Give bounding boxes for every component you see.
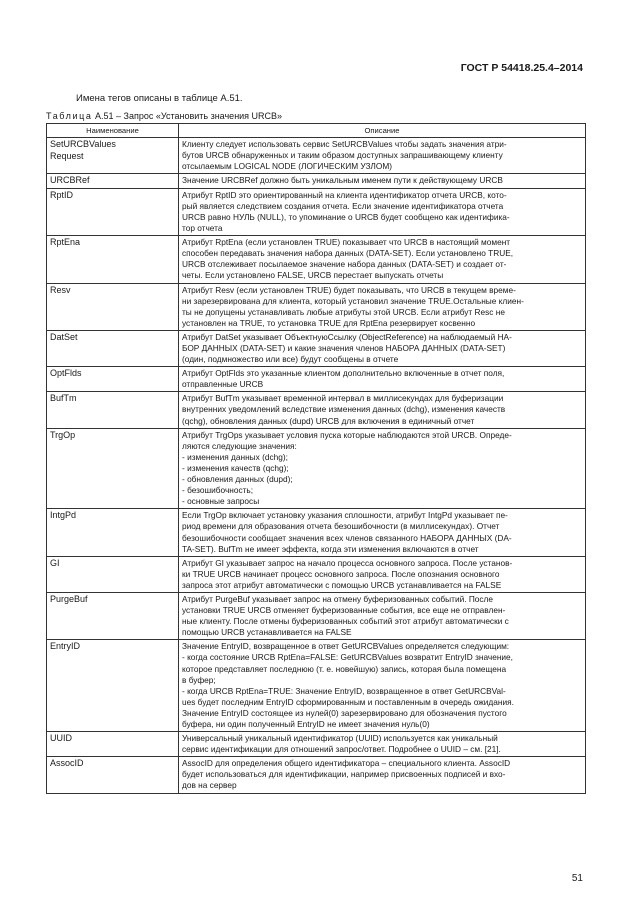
cell-description-line: Атрибут GI указывает запрос на начало процесса основного запроса. После установ- xyxy=(182,557,513,568)
cell-name-line: URCBRef xyxy=(50,175,90,186)
cell-description xyxy=(179,640,586,732)
cell-description xyxy=(179,138,586,174)
cell-description xyxy=(179,509,586,556)
table-header-row xyxy=(47,124,586,138)
cell-description-line: Атрибут Resv (если установлен TRUE) будет показывать, что URCB в текущем време- xyxy=(182,284,516,295)
cell-name xyxy=(47,330,179,366)
cell-description-line: - основные запросы xyxy=(182,496,260,507)
cell-name-line: BufTm xyxy=(50,393,77,404)
table-row xyxy=(47,392,586,428)
cell-description-line: Атрибут TrgOps указывает условия пуска которые наблюдаются этой URCB. Опреде- xyxy=(182,429,512,440)
cell-description-line: в буфер; xyxy=(182,674,216,685)
cell-description-line: - когда URCB RptEna=TRUE: Значение EntryID, возвращенное в ответ GetURCBVal- xyxy=(182,685,506,696)
table-row xyxy=(47,757,586,793)
table-row xyxy=(47,640,586,732)
cell-name-line: OptFlds xyxy=(50,368,82,379)
table-body xyxy=(47,138,586,794)
cell-description-line: Атрибут DatSet указывает ОбъектнуюСсылку (ObjectReference) на наблюдаемый НА- xyxy=(182,331,512,342)
table-row xyxy=(47,592,586,639)
cell-description-line: ные клиенту. После отмены буферизованных событий этот атрибут автоматически с xyxy=(182,616,509,627)
intro-text: Имена тегов описаны в таблице А.51. xyxy=(76,93,243,104)
cell-description-line: запроса этот атрибут автоматически с помощью URCB устанавливается на FALSE xyxy=(182,579,502,590)
cell-name xyxy=(47,367,179,392)
cell-description xyxy=(179,592,586,639)
table-row xyxy=(47,236,586,283)
cell-description xyxy=(179,236,586,283)
cell-name-line: IntgPd xyxy=(50,510,77,521)
cell-description-line: установлен на TRUE, то установка TRUE для RptEna резервирует косвенно xyxy=(182,317,476,328)
cell-description-line: помощью URCB устанавливается на FALSE xyxy=(182,627,352,638)
cell-description-line: которое представляет последнюю (т. е. новейшую) запись, которая была помещена xyxy=(182,663,507,674)
cell-name xyxy=(47,392,179,428)
cell-description-line: - изменения данных (dchg); xyxy=(182,451,288,462)
cell-description-line: риод времени для образования отчета безошибочности (в миллисекундах). Отчет xyxy=(182,521,500,532)
cell-name-line: Resv xyxy=(50,284,71,295)
cell-description-line: - когда состояние URCB RptEna=FALSE: GetURCBValues возвратит EntryID значение, xyxy=(182,652,513,663)
table-caption-prefix: Таблица xyxy=(46,111,93,121)
cell-description-line: URCB отслеживает посылаемое значение набора данных (DATA-SET) и создает от- xyxy=(182,259,507,270)
cell-name-line: UUID xyxy=(50,733,72,744)
cell-description-line: ляются следующие значения: xyxy=(182,440,297,451)
cell-name xyxy=(47,138,179,174)
cell-description xyxy=(179,556,586,592)
table-row xyxy=(47,428,586,509)
cell-description-line: четы. Если установлено FALSE, URCB перестает выпускать отчеты xyxy=(182,270,444,281)
cell-description-line: будет использоваться для идентификации, например присвоенных подписей и вхо- xyxy=(182,769,506,780)
cell-description-line: - изменения качеств (qchg); xyxy=(182,462,289,473)
cell-description-line: отсылаемым LOGICAL NODE (ЛОГИЧЕСКИМ УЗЛОМ) xyxy=(182,161,393,172)
cell-name xyxy=(47,174,179,189)
cell-description-line: Атрибут RptEna (если установлен TRUE) показывает что URCB в настоящий момент xyxy=(182,237,511,248)
cell-name-line: TrgOp xyxy=(50,429,76,440)
cell-description-line: буфера, ни один полученный EntryID не имеет значения нуль(0) xyxy=(182,719,430,729)
cell-description-line: TA-SET). BufTm не имеет эффекта, когда эти изменения включаются в отчет xyxy=(182,543,479,554)
column-header-name: Наименование xyxy=(47,124,179,138)
cell-name-line: EntryID xyxy=(50,641,81,652)
cell-name-line: Request xyxy=(50,150,84,161)
cell-description xyxy=(179,392,586,428)
cell-description-line: ues будет последним EntryID сформированным и поставленным в очередь ожидания. xyxy=(182,696,514,707)
cell-description-line: (qchg), обновления данных (dupd) URCB для включения в единичный отчет xyxy=(182,415,475,426)
cell-description xyxy=(179,330,586,366)
cell-description-line: Атрибут OptFlds это указанные клиентом дополнительно включенные в отчет поля, xyxy=(182,368,505,379)
column-header-description: Описание xyxy=(179,124,586,138)
cell-description xyxy=(179,732,586,757)
cell-description-line: Значение URCBRef должно быть уникальным именем пути к действующему URCB xyxy=(182,175,503,186)
cell-description-line: Значение EntryID, возвращенное в ответ GetURCBValues определяется следующим: xyxy=(182,641,510,652)
cell-description-line: способен передавать значения набора данных (DATA-SET). Если установлено TRUE, xyxy=(182,248,514,259)
cell-description-line: ты не допущены устанавливать любые атрибуты этой URCB. Если атрибут Resc не xyxy=(182,306,505,317)
cell-name-line: GI xyxy=(50,557,60,568)
table-row xyxy=(47,732,586,757)
cell-description-line: бутов URCB обнаруженных и таким образом доступных запрашивающему клиенту xyxy=(182,150,503,161)
cell-name-line: RptEna xyxy=(50,237,81,248)
cell-description-line: БОР ДАННЫХ (DATA-SET) и какие значения членов НАБОРА ДАННЫХ (DATA-SET) xyxy=(182,343,506,353)
cell-name xyxy=(47,188,179,235)
cell-name-line: PurgeBuf xyxy=(50,593,88,604)
table-row xyxy=(47,367,586,392)
cell-description-line: ни зарезервирована для клиента, который установил значение TRUE.Остальные клиен- xyxy=(182,295,524,306)
cell-description-line: сервис идентификации для отношений запрос/ответ. Подробнее о UUID – см. [21]. xyxy=(182,744,501,755)
cell-description xyxy=(179,367,586,392)
cell-description-line: отправленные URCB xyxy=(182,379,264,390)
page-number: 51 xyxy=(571,873,583,884)
cell-name xyxy=(47,640,179,732)
cell-name-line: RptID xyxy=(50,189,74,200)
cell-description xyxy=(179,283,586,330)
cell-description-line: безошибочности сообщает значения всех членов связанного НАБОРА ДАННЫХ (DA- xyxy=(182,532,512,543)
cell-description-line: Атрибут BufTm указывает временной интервал в миллисекундах для буферизации xyxy=(182,393,504,404)
cell-description-line: Значение EntryID состоящее из нулей(0) зарезервировано для обозначения пустого xyxy=(182,707,507,718)
cell-description xyxy=(179,428,586,509)
cell-description-line: (один, подмножество или все) будут сообщены в отчете xyxy=(182,354,399,365)
cell-description-line: Атрибут PurgeBuf указывает запрос на отмену буферизованных событий. После xyxy=(182,593,494,604)
table-row xyxy=(47,188,586,235)
cell-description xyxy=(179,188,586,235)
cell-name xyxy=(47,757,179,793)
document-id-header: ГОСТ Р 54418.25.4–2014 xyxy=(460,62,583,74)
cell-description-line: - обновления данных (dupd); xyxy=(182,474,293,485)
cell-description-line: Атрибут RptID это ориентированный на клиента идентификатор отчета URCB, кото- xyxy=(182,189,507,200)
cell-description-line: AssocID для определения общего идентификатора – специального клиента. AssocID xyxy=(182,758,511,769)
cell-description-line: Если TrgOp включает установку указания сплошности, атрибут IntgPd указывает пе- xyxy=(182,510,508,521)
cell-name-line: AssocID xyxy=(50,758,84,769)
table-row xyxy=(47,138,586,174)
cell-name-line: DatSet xyxy=(50,331,78,342)
table-row xyxy=(47,283,586,330)
cell-name xyxy=(47,283,179,330)
urcb-request-table xyxy=(46,123,586,794)
cell-name xyxy=(47,428,179,509)
cell-description-line: внутренних уведомлений вследствие изменения данных (dchg), изменения качеств xyxy=(182,404,506,415)
cell-description-line: - безошибочность; xyxy=(182,485,254,496)
cell-name xyxy=(47,236,179,283)
cell-name xyxy=(47,509,179,556)
cell-name xyxy=(47,732,179,757)
cell-name xyxy=(47,556,179,592)
cell-description-line: Универсальный уникальный идентификатор (UUID) используется как уникальный xyxy=(182,733,498,744)
table-caption-text: А.51 – Запрос «Установить значения URCB» xyxy=(92,111,283,121)
table-caption xyxy=(46,111,282,121)
cell-description-line: дов на сервер xyxy=(182,780,237,791)
table-row xyxy=(47,556,586,592)
cell-description-line: Клиенту следует использовать сервис SetURCBValues чтобы задать значения атри- xyxy=(182,139,507,149)
cell-description-line: рый является следствием создания отчета. Если значение идентификатора отчета xyxy=(182,200,504,211)
cell-name-line: SetURCBValues xyxy=(50,139,116,149)
cell-description-line: ки TRUE URCB начинает процесс основного запроса. После опознания основного xyxy=(182,568,500,579)
table-row xyxy=(47,509,586,556)
cell-description-line: тор отчета xyxy=(182,223,223,234)
table-row xyxy=(47,330,586,366)
cell-description xyxy=(179,174,586,189)
table-row xyxy=(47,174,586,189)
cell-description xyxy=(179,757,586,793)
cell-description-line: установки TRUE URCB отменяет буферизованные события, все еще не отправлен- xyxy=(182,605,506,616)
cell-name xyxy=(47,592,179,639)
cell-description-line: URCB равно НУЛЬ (NULL), то упоминание о URCB будет сообщено как идентифика- xyxy=(182,211,510,222)
